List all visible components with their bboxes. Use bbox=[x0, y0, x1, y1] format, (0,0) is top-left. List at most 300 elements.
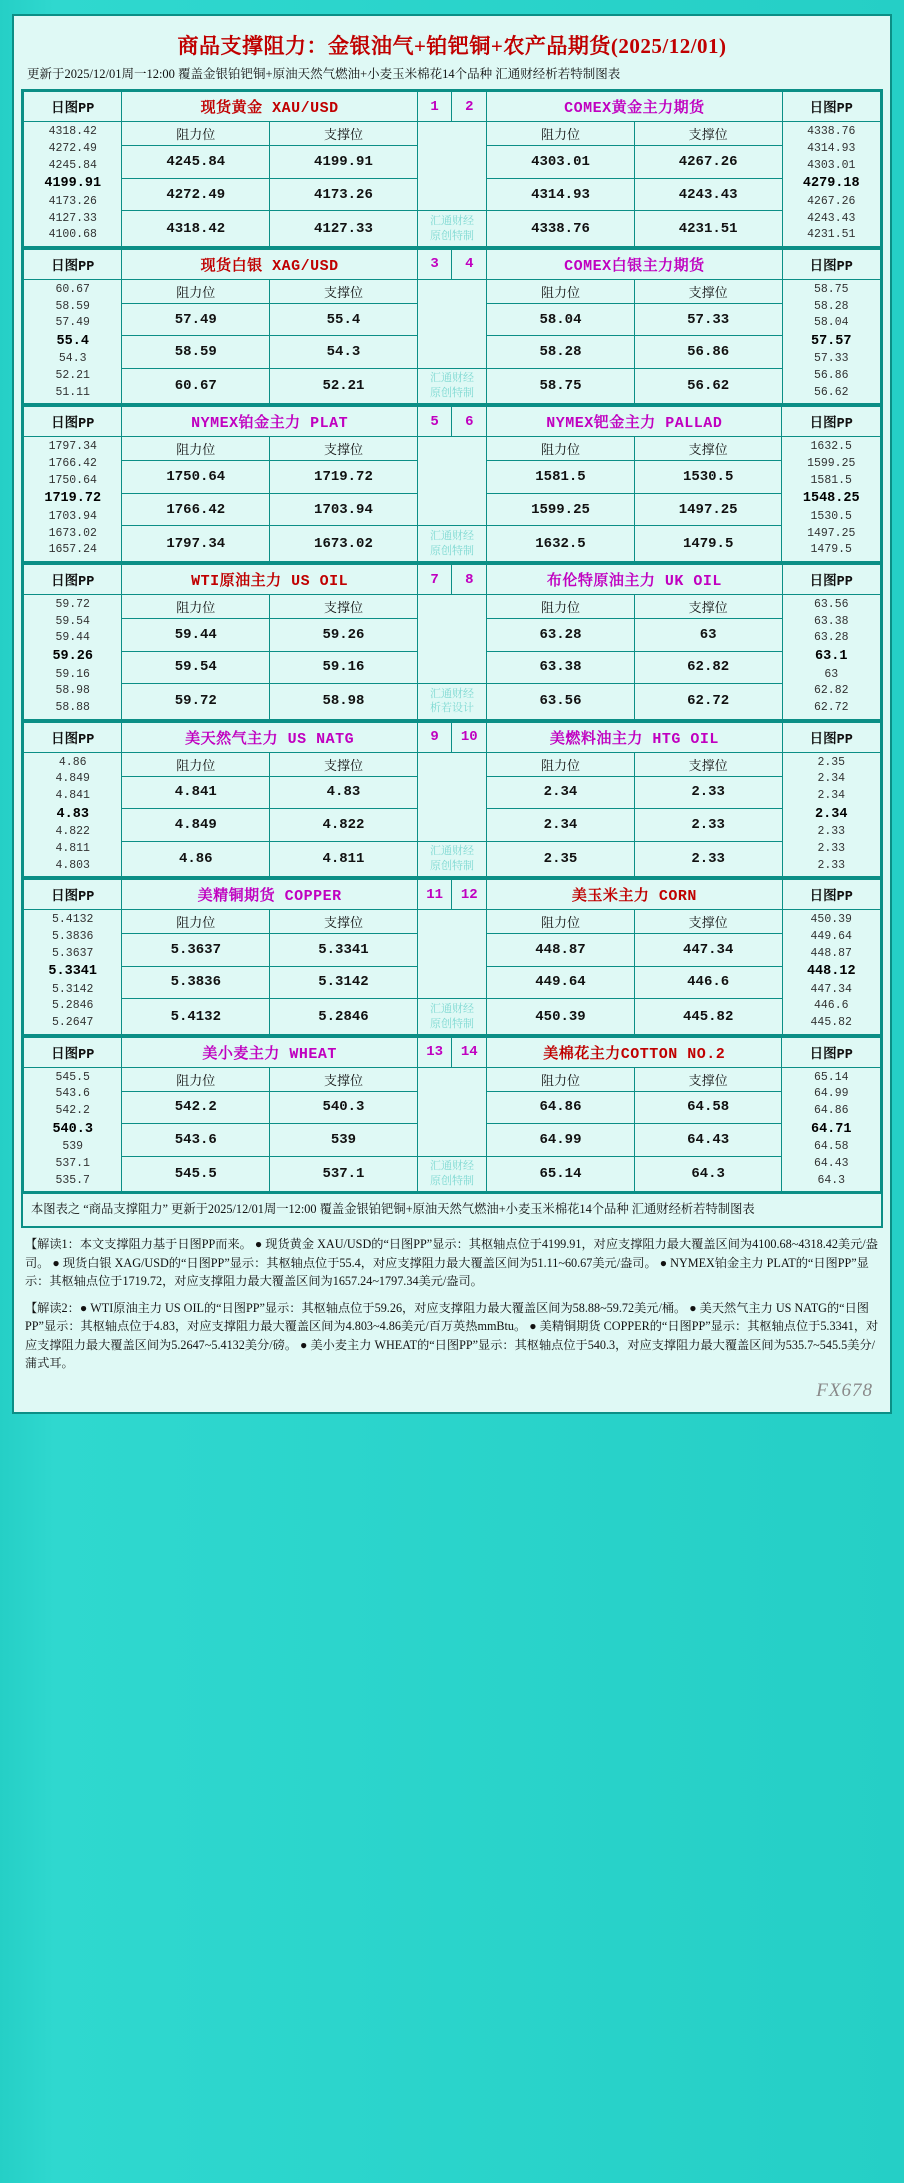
left-resistance-3: 5.4132 bbox=[122, 999, 270, 1035]
left-support-header: 支撑位 bbox=[270, 437, 418, 461]
pivot-value: 5.2846 bbox=[52, 999, 94, 1013]
left-pp-header: 日图PP bbox=[24, 92, 122, 122]
pivot-value: 52.21 bbox=[55, 369, 90, 383]
right-resistance-2: 63.38 bbox=[487, 651, 635, 684]
pivot-value: 448.87 bbox=[810, 946, 852, 960]
left-index-number: 3 bbox=[417, 249, 452, 279]
right-support-1: 57.33 bbox=[634, 303, 782, 336]
right-pp-header: 日图PP bbox=[782, 1037, 881, 1067]
level-row-3 bbox=[24, 999, 881, 1035]
right-resistance-3: 450.39 bbox=[487, 999, 635, 1035]
block-subheader-row bbox=[24, 595, 881, 619]
right-support-1: 2.33 bbox=[634, 776, 782, 809]
pivot-value: 62.82 bbox=[813, 684, 849, 698]
pivot-value: 2.33 bbox=[817, 858, 846, 872]
left-resistance-3: 59.72 bbox=[122, 684, 270, 720]
right-resistance-header: 阻力位 bbox=[487, 595, 635, 619]
left-support-header: 支撑位 bbox=[270, 595, 418, 619]
block-subheader-row bbox=[24, 279, 881, 303]
right-support-header: 支撑位 bbox=[634, 595, 782, 619]
left-pivot-column bbox=[24, 1067, 122, 1192]
left-product-name: 美精铜期货 COPPER bbox=[122, 880, 417, 910]
watermark-text: 汇通财经 原创特制 bbox=[417, 526, 486, 562]
left-product-name: 现货黄金 XAU/USD bbox=[122, 92, 417, 122]
pivot-value: 4245.84 bbox=[48, 158, 97, 172]
left-pp-header: 日图PP bbox=[24, 880, 122, 910]
pivot-value: 63.1 bbox=[815, 649, 848, 665]
block-subheader-row bbox=[24, 910, 881, 934]
pivot-value: 63.38 bbox=[813, 614, 849, 628]
right-resistance-1: 1581.5 bbox=[487, 461, 635, 494]
left-index-number: 1 bbox=[417, 92, 452, 122]
left-resistance-3: 1797.34 bbox=[122, 526, 270, 562]
right-product-name: NYMEX钯金主力 PALLAD bbox=[487, 407, 782, 437]
right-pivot-column bbox=[782, 910, 881, 1035]
left-pp-header: 日图PP bbox=[24, 249, 122, 279]
left-support-2: 54.3 bbox=[270, 336, 418, 369]
right-resistance-header: 阻力位 bbox=[487, 437, 635, 461]
right-resistance-2: 4314.93 bbox=[487, 178, 635, 211]
pivot-value: 54.3 bbox=[58, 352, 87, 366]
watermark-stamp: FX678 bbox=[816, 1380, 873, 1402]
right-product-name: 美棉花主力COTTON NO.2 bbox=[487, 1037, 782, 1067]
right-support-3: 64.3 bbox=[634, 1156, 782, 1192]
watermark-text: 汇通财经 原创特制 bbox=[417, 368, 486, 404]
pivot-value: 5.3341 bbox=[48, 964, 98, 980]
left-product-name: 美天然气主力 US NATG bbox=[122, 722, 417, 752]
left-resistance-2: 4.849 bbox=[122, 809, 270, 842]
left-resistance-header: 阻力位 bbox=[122, 279, 270, 303]
pivot-value: 2.34 bbox=[815, 806, 848, 822]
left-support-2: 1703.94 bbox=[270, 493, 418, 526]
right-support-header: 支撑位 bbox=[634, 279, 782, 303]
pivot-value: 5.3142 bbox=[52, 982, 94, 996]
pivot-value: 1479.5 bbox=[810, 543, 852, 557]
block-header-row bbox=[24, 880, 881, 910]
left-pivot-column bbox=[24, 910, 122, 1035]
right-resistance-3: 65.14 bbox=[487, 1156, 635, 1192]
right-index-number: 6 bbox=[452, 407, 487, 437]
right-support-1: 1530.5 bbox=[634, 461, 782, 494]
product-block bbox=[21, 406, 883, 564]
left-pp-header: 日图PP bbox=[24, 722, 122, 752]
left-resistance-3: 545.5 bbox=[122, 1156, 270, 1192]
pivot-value: 448.12 bbox=[806, 964, 856, 980]
right-resistance-1: 64.86 bbox=[487, 1091, 635, 1124]
right-support-1: 4267.26 bbox=[634, 146, 782, 179]
pivot-value: 1673.02 bbox=[48, 526, 97, 540]
pivot-value: 59.44 bbox=[55, 631, 90, 645]
left-support-3: 537.1 bbox=[270, 1156, 418, 1192]
left-resistance-2: 4272.49 bbox=[122, 178, 270, 211]
left-index-number: 11 bbox=[417, 880, 452, 910]
product-table bbox=[23, 722, 881, 878]
pivot-value: 56.62 bbox=[813, 385, 849, 399]
mid-spacer bbox=[417, 595, 486, 684]
right-support-2: 56.86 bbox=[634, 336, 782, 369]
left-index-number: 5 bbox=[417, 407, 452, 437]
left-support-2: 4173.26 bbox=[270, 178, 418, 211]
watermark-text: 汇通财经 原创特制 bbox=[417, 1156, 486, 1192]
right-resistance-header: 阻力位 bbox=[487, 122, 635, 146]
pivot-value: 64.99 bbox=[813, 1087, 849, 1101]
pivot-value: 4.811 bbox=[55, 841, 90, 855]
pivot-value: 4318.42 bbox=[48, 125, 97, 139]
pivot-value: 4267.26 bbox=[807, 194, 856, 208]
block-header-row bbox=[24, 92, 881, 122]
product-block bbox=[21, 564, 883, 722]
pivot-value: 4.83 bbox=[56, 806, 89, 822]
pivot-value: 51.11 bbox=[55, 385, 90, 399]
report-frame bbox=[12, 14, 892, 1414]
pivot-value: 4338.76 bbox=[807, 125, 856, 139]
pivot-value: 540.3 bbox=[52, 1121, 93, 1137]
right-resistance-2: 1599.25 bbox=[487, 493, 635, 526]
left-pivot-column bbox=[24, 122, 122, 247]
right-support-2: 4243.43 bbox=[634, 178, 782, 211]
left-resistance-2: 5.3836 bbox=[122, 966, 270, 999]
right-resistance-2: 58.28 bbox=[487, 336, 635, 369]
left-resistance-header: 阻力位 bbox=[122, 752, 270, 776]
left-support-header: 支撑位 bbox=[270, 279, 418, 303]
block-header-row bbox=[24, 722, 881, 752]
left-resistance-2: 543.6 bbox=[122, 1124, 270, 1157]
left-product-name: NYMEX铂金主力 PLAT bbox=[122, 407, 417, 437]
pivot-value: 4303.01 bbox=[807, 158, 856, 172]
left-pp-header: 日图PP bbox=[24, 407, 122, 437]
pivot-value: 57.49 bbox=[55, 316, 90, 330]
right-resistance-1: 63.28 bbox=[487, 618, 635, 651]
left-support-3: 5.2846 bbox=[270, 999, 418, 1035]
pivot-value: 4.841 bbox=[55, 788, 90, 802]
right-pivot-column bbox=[782, 752, 881, 877]
page-subtitle: 更新于2025/12/01周一12:00 覆盖金银铂钯铜+原油天然气燃油+小麦玉米棉花14个品种 汇通财经析若特制图表 bbox=[27, 67, 621, 81]
left-pivot-column bbox=[24, 595, 122, 720]
pivot-value: 445.82 bbox=[810, 1016, 852, 1030]
pivot-value: 4272.49 bbox=[48, 141, 97, 155]
right-support-3: 56.62 bbox=[634, 368, 782, 404]
right-resistance-header: 阻力位 bbox=[487, 279, 635, 303]
mid-spacer bbox=[417, 437, 486, 526]
pivot-value: 535.7 bbox=[55, 1173, 90, 1187]
left-index-number: 7 bbox=[417, 565, 452, 595]
pivot-value: 1548.25 bbox=[802, 491, 860, 507]
watermark-text: 汇通财经 原创特制 bbox=[417, 999, 486, 1035]
right-resistance-3: 2.35 bbox=[487, 841, 635, 877]
right-resistance-1: 448.87 bbox=[487, 934, 635, 967]
watermark-text: 汇通财经 原创特制 bbox=[417, 211, 486, 247]
right-resistance-3: 4338.76 bbox=[487, 211, 635, 247]
pivot-value: 1750.64 bbox=[48, 473, 97, 487]
block-header-row bbox=[24, 565, 881, 595]
pivot-value: 58.59 bbox=[55, 299, 90, 313]
left-support-3: 52.21 bbox=[270, 368, 418, 404]
left-support-1: 540.3 bbox=[270, 1091, 418, 1124]
pivot-value: 539 bbox=[62, 1140, 84, 1154]
right-pivot-column bbox=[782, 437, 881, 562]
pivot-value: 57.33 bbox=[813, 352, 849, 366]
pivot-value: 59.72 bbox=[55, 598, 90, 612]
blocks-container bbox=[21, 89, 883, 1194]
left-pivot-column bbox=[24, 437, 122, 562]
pivot-value: 4173.26 bbox=[48, 194, 97, 208]
mid-spacer bbox=[417, 910, 486, 999]
product-table bbox=[23, 406, 881, 562]
pivot-value: 1797.34 bbox=[48, 440, 97, 454]
left-support-3: 4.811 bbox=[270, 841, 418, 877]
pivot-value: 543.6 bbox=[55, 1087, 90, 1101]
pivot-value: 1703.94 bbox=[48, 510, 97, 524]
right-pivot-column bbox=[782, 1067, 881, 1192]
pivot-value: 5.3836 bbox=[52, 929, 94, 943]
left-support-header: 支撑位 bbox=[270, 910, 418, 934]
block-header-row bbox=[24, 1037, 881, 1067]
left-resistance-2: 58.59 bbox=[122, 336, 270, 369]
mid-spacer bbox=[417, 279, 486, 368]
product-table bbox=[23, 91, 881, 247]
right-support-header: 支撑位 bbox=[634, 437, 782, 461]
watermark-text: 汇通财经 原创特制 bbox=[417, 841, 486, 877]
pivot-value: 542.2 bbox=[55, 1104, 90, 1118]
right-support-1: 64.58 bbox=[634, 1091, 782, 1124]
watermark-text: 汇通财经 析若设计 bbox=[417, 684, 486, 720]
block-subheader-row bbox=[24, 1067, 881, 1091]
left-resistance-3: 4.86 bbox=[122, 841, 270, 877]
left-pp-header: 日图PP bbox=[24, 1037, 122, 1067]
pivot-value: 4199.91 bbox=[44, 176, 102, 192]
block-subheader-row bbox=[24, 122, 881, 146]
right-resistance-header: 阻力位 bbox=[487, 1067, 635, 1091]
left-index-number: 9 bbox=[417, 722, 452, 752]
pivot-value: 4.849 bbox=[55, 772, 90, 786]
footnote: 本图表之 “商品支撑阻力” 更新于2025/12/01周一12:00 覆盖金银铂钯铜+原油天然气燃油+小麦玉米棉花14个品种 汇通财经析若特制图表 bbox=[21, 1194, 883, 1228]
right-index-number: 8 bbox=[452, 565, 487, 595]
left-resistance-3: 60.67 bbox=[122, 368, 270, 404]
left-support-2: 4.822 bbox=[270, 809, 418, 842]
right-resistance-1: 2.34 bbox=[487, 776, 635, 809]
right-product-name: 布伦特原油主力 UK OIL bbox=[487, 565, 782, 595]
level-row-3 bbox=[24, 841, 881, 877]
right-product-name: 美玉米主力 CORN bbox=[487, 880, 782, 910]
pivot-value: 4279.18 bbox=[802, 176, 860, 192]
block-subheader-row bbox=[24, 437, 881, 461]
legend-2: 【解读2：● WTI原油主力 US OIL的“日图PP”显示：其枢轴点位于59.26，对应支撑阻力最大覆盖区间为58.88~59.72美元/桶。 ● 美天然气主力 US NATG的“日图PP”显示：其枢轴点位于4.83，对应支撑阻力最大覆盖区间为4.803~4.86美元/百万英热mmBtu。 ● 美精铜期货 COPPER的“日图PP”显示：其枢轴点位于5.3341，对应支撑阻力最大覆盖区间为5.2647~5.4132美分/磅。 ● 美小麦主力 WHEAT的“日图PP”显示：其枢轴点位于540.3，对应支撑阻力最大覆盖区间为535.7~545.5美分/蒲式耳。 bbox=[25, 1301, 879, 1371]
left-support-1: 4199.91 bbox=[270, 146, 418, 179]
left-support-2: 539 bbox=[270, 1124, 418, 1157]
right-support-header: 支撑位 bbox=[634, 122, 782, 146]
pivot-value: 56.86 bbox=[813, 369, 849, 383]
left-support-1: 55.4 bbox=[270, 303, 418, 336]
pivot-value: 1599.25 bbox=[807, 457, 856, 471]
right-resistance-2: 64.99 bbox=[487, 1124, 635, 1157]
right-pivot-column bbox=[782, 279, 881, 404]
left-product-name: WTI原油主力 US OIL bbox=[122, 565, 417, 595]
pivot-value: 537.1 bbox=[55, 1157, 90, 1171]
right-pivot-column bbox=[782, 122, 881, 247]
left-resistance-header: 阻力位 bbox=[122, 595, 270, 619]
left-resistance-1: 57.49 bbox=[122, 303, 270, 336]
right-pp-header: 日图PP bbox=[782, 249, 881, 279]
right-support-3: 445.82 bbox=[634, 999, 782, 1035]
pivot-value: 63.56 bbox=[813, 598, 849, 612]
pivot-value: 1657.24 bbox=[48, 543, 97, 557]
pivot-value: 4100.68 bbox=[48, 228, 97, 242]
left-support-header: 支撑位 bbox=[270, 1067, 418, 1091]
pivot-value: 60.67 bbox=[55, 282, 90, 296]
right-resistance-2: 2.34 bbox=[487, 809, 635, 842]
left-support-header: 支撑位 bbox=[270, 122, 418, 146]
product-table bbox=[23, 879, 881, 1035]
pivot-value: 450.39 bbox=[810, 913, 852, 927]
left-support-1: 1719.72 bbox=[270, 461, 418, 494]
left-pivot-column bbox=[24, 279, 122, 404]
left-support-2: 5.3142 bbox=[270, 966, 418, 999]
right-support-header: 支撑位 bbox=[634, 910, 782, 934]
pivot-value: 63 bbox=[824, 667, 839, 681]
product-block bbox=[21, 879, 883, 1037]
pivot-value: 65.14 bbox=[813, 1070, 849, 1084]
product-block bbox=[21, 89, 883, 249]
left-support-3: 1673.02 bbox=[270, 526, 418, 562]
pivot-value: 4.86 bbox=[58, 755, 87, 769]
pivot-value: 2.34 bbox=[817, 788, 846, 802]
block-header-row bbox=[24, 407, 881, 437]
right-support-1: 63 bbox=[634, 618, 782, 651]
pivot-value: 449.64 bbox=[810, 929, 852, 943]
level-row-3 bbox=[24, 684, 881, 720]
pivot-value: 58.88 bbox=[55, 700, 90, 714]
pivot-value: 1581.5 bbox=[810, 473, 852, 487]
left-product-name: 美小麦主力 WHEAT bbox=[122, 1037, 417, 1067]
pivot-value: 55.4 bbox=[56, 333, 89, 349]
level-row-3 bbox=[24, 1156, 881, 1192]
right-support-2: 62.82 bbox=[634, 651, 782, 684]
right-resistance-3: 58.75 bbox=[487, 368, 635, 404]
right-index-number: 2 bbox=[452, 92, 487, 122]
mid-spacer bbox=[417, 122, 486, 211]
left-resistance-header: 阻力位 bbox=[122, 910, 270, 934]
pivot-value: 4.822 bbox=[55, 825, 90, 839]
pivot-value: 1530.5 bbox=[810, 510, 852, 524]
pivot-value: 58.75 bbox=[813, 282, 849, 296]
right-support-1: 447.34 bbox=[634, 934, 782, 967]
pivot-value: 64.3 bbox=[817, 1173, 846, 1187]
left-resistance-2: 1766.42 bbox=[122, 493, 270, 526]
left-resistance-1: 59.44 bbox=[122, 618, 270, 651]
pivot-value: 2.35 bbox=[817, 755, 846, 769]
pivot-value: 62.72 bbox=[813, 700, 849, 714]
mid-spacer bbox=[417, 752, 486, 841]
legend-1: 【解读1：本文支撑阻力基于日图PP而来。 ● 现货黄金 XAU/USD的“日图PP”显示：其枢轴点位于4199.91，对应支撑阻力最大覆盖区间为4100.68~4318.42美元/盎司。 ● 现货白银 XAG/USD的“日图PP”显示：其枢轴点位于55.4，对应支撑阻力最大覆盖区间为51.11~60.67美元/盎司。 ● NYMEX铂金主力 PLAT的“日图PP”显示：其枢轴点位于1719.72，对应支撑阻力最大覆盖区间为1657.24~1797.34美元/盎司。 bbox=[25, 1237, 878, 1288]
left-resistance-2: 59.54 bbox=[122, 651, 270, 684]
page-title: 商品支撑阻力：金银油气+铂钯铜+农产品期货(2025/12/01) bbox=[177, 34, 727, 58]
right-pp-header: 日图PP bbox=[782, 880, 881, 910]
pivot-value: 447.34 bbox=[810, 982, 852, 996]
pivot-value: 64.71 bbox=[810, 1121, 852, 1137]
right-support-3: 1479.5 bbox=[634, 526, 782, 562]
pivot-value: 2.33 bbox=[817, 841, 846, 855]
left-resistance-1: 5.3637 bbox=[122, 934, 270, 967]
right-resistance-2: 449.64 bbox=[487, 966, 635, 999]
right-support-2: 64.43 bbox=[634, 1124, 782, 1157]
right-pp-header: 日图PP bbox=[782, 407, 881, 437]
left-index-number: 13 bbox=[417, 1037, 452, 1067]
right-pp-header: 日图PP bbox=[782, 565, 881, 595]
right-resistance-header: 阻力位 bbox=[487, 910, 635, 934]
pivot-value: 4243.43 bbox=[807, 211, 856, 225]
right-resistance-1: 4303.01 bbox=[487, 146, 635, 179]
pivot-value: 5.3637 bbox=[52, 946, 94, 960]
right-pivot-column bbox=[782, 595, 881, 720]
right-support-header: 支撑位 bbox=[634, 752, 782, 776]
right-index-number: 12 bbox=[452, 880, 487, 910]
level-row-3 bbox=[24, 211, 881, 247]
right-resistance-3: 1632.5 bbox=[487, 526, 635, 562]
left-support-3: 58.98 bbox=[270, 684, 418, 720]
right-support-3: 2.33 bbox=[634, 841, 782, 877]
pivot-value: 58.04 bbox=[813, 316, 849, 330]
mid-spacer bbox=[417, 1067, 486, 1156]
left-resistance-3: 4318.42 bbox=[122, 211, 270, 247]
right-resistance-3: 63.56 bbox=[487, 684, 635, 720]
left-support-header: 支撑位 bbox=[270, 752, 418, 776]
pivot-value: 58.98 bbox=[55, 684, 90, 698]
left-product-name: 现货白银 XAG/USD bbox=[122, 249, 417, 279]
pivot-value: 4.803 bbox=[55, 858, 90, 872]
pivot-value: 5.2647 bbox=[52, 1016, 94, 1030]
pivot-value: 57.57 bbox=[810, 333, 852, 349]
right-pp-header: 日图PP bbox=[782, 92, 881, 122]
right-support-3: 62.72 bbox=[634, 684, 782, 720]
pivot-value: 58.28 bbox=[813, 299, 849, 313]
left-support-1: 4.83 bbox=[270, 776, 418, 809]
block-header-row bbox=[24, 249, 881, 279]
product-table bbox=[23, 1037, 881, 1193]
pivot-value: 63.28 bbox=[813, 631, 849, 645]
pivot-value: 59.54 bbox=[55, 614, 90, 628]
product-block bbox=[21, 1037, 883, 1195]
left-support-1: 59.26 bbox=[270, 618, 418, 651]
left-pp-header: 日图PP bbox=[24, 565, 122, 595]
product-table bbox=[23, 249, 881, 405]
right-index-number: 14 bbox=[452, 1037, 487, 1067]
left-resistance-1: 4245.84 bbox=[122, 146, 270, 179]
right-support-3: 4231.51 bbox=[634, 211, 782, 247]
level-row-3 bbox=[24, 526, 881, 562]
left-support-2: 59.16 bbox=[270, 651, 418, 684]
product-table bbox=[23, 564, 881, 720]
right-pp-header: 日图PP bbox=[782, 722, 881, 752]
right-index-number: 4 bbox=[452, 249, 487, 279]
left-pivot-column bbox=[24, 752, 122, 877]
pivot-value: 64.86 bbox=[813, 1104, 849, 1118]
product-block bbox=[21, 249, 883, 407]
right-product-name: COMEX白银主力期货 bbox=[487, 249, 782, 279]
left-resistance-1: 4.841 bbox=[122, 776, 270, 809]
pivot-value: 4314.93 bbox=[807, 141, 856, 155]
left-support-1: 5.3341 bbox=[270, 934, 418, 967]
right-support-2: 446.6 bbox=[634, 966, 782, 999]
right-support-header: 支撑位 bbox=[634, 1067, 782, 1091]
left-resistance-header: 阻力位 bbox=[122, 437, 270, 461]
pivot-value: 1766.42 bbox=[48, 457, 97, 471]
right-support-2: 1497.25 bbox=[634, 493, 782, 526]
block-subheader-row bbox=[24, 752, 881, 776]
left-resistance-header: 阻力位 bbox=[122, 122, 270, 146]
pivot-value: 1719.72 bbox=[44, 491, 102, 507]
right-resistance-1: 58.04 bbox=[487, 303, 635, 336]
pivot-value: 1632.5 bbox=[810, 440, 852, 454]
